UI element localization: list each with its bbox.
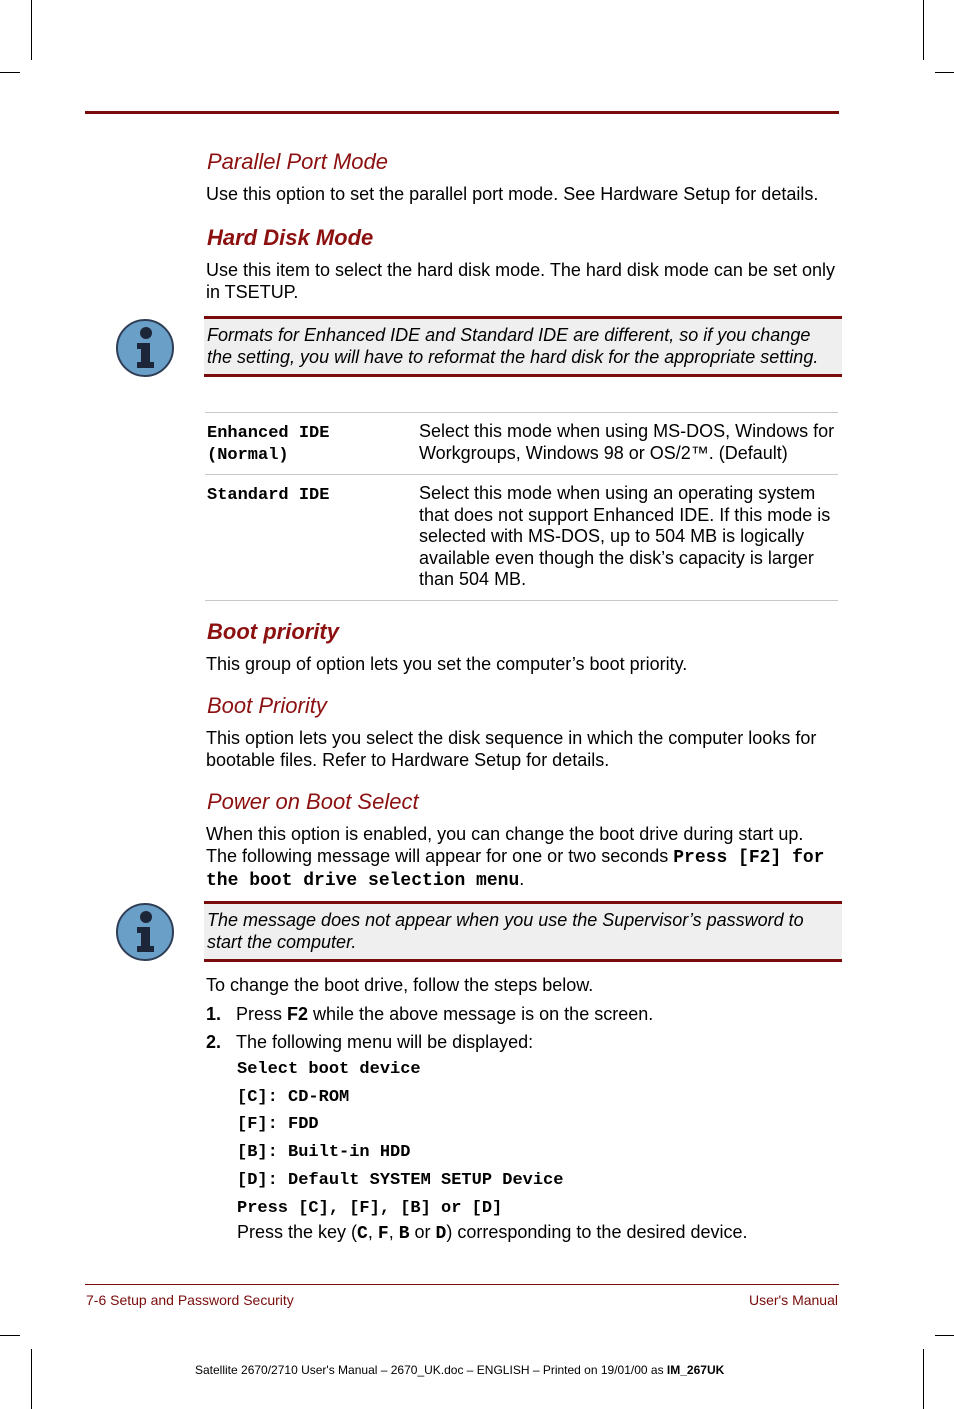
table-row <box>205 413 838 475</box>
heading-boot-priority: Boot Priority <box>207 693 327 718</box>
footer-right: User's Manual <box>748 1292 838 1308</box>
paragraph-boot-priority: This option lets you select the disk sequence in which the computer looks for bootable files. Refer to Hardware Setup for details. <box>206 728 817 770</box>
table-row <box>205 475 838 601</box>
boot-message-code: Press [F2] for the boot drive selection menu <box>206 847 825 891</box>
crop-mark <box>31 0 32 60</box>
print-info: Satellite 2670/2710 User's Manual – 2670_UK.doc – ENGLISH – Printed on 19/01/00 as IM_267UK <box>195 1363 725 1377</box>
heading-parallel-port-mode: Parallel Port Mode <box>207 149 388 174</box>
crop-mark <box>0 72 20 73</box>
table-key: Standard IDE <box>205 475 417 601</box>
print-code: IM_267UK <box>666 1363 725 1377</box>
info-icon <box>115 318 175 378</box>
menu-line: [F]: FDD <box>237 1115 319 1135</box>
note-box-supervisor-password <box>204 901 842 962</box>
crop-mark <box>923 0 924 60</box>
footer-left: 7-6 Setup and Password Security <box>86 1292 294 1308</box>
note-box-ide-formats <box>204 316 842 377</box>
footer-rule <box>85 1284 839 1285</box>
paragraph-change-boot-drive: To change the boot drive, follow the steps below. <box>206 975 594 995</box>
boot-device-menu <box>237 1056 563 1222</box>
table-value: Select this mode when using an operating system that does not support Enhanced IDE. If this mode is selected with MS-DOS, up to 504 MB is logically available even though the disk’s capacity is larger than 504 MB. <box>417 475 838 601</box>
paragraph-hard-disk: Use this item to select the hard disk mode. The hard disk mode can be set only in TSETUP. <box>206 260 835 302</box>
menu-line: Press [C], [F], [B] or [D] <box>237 1198 503 1218</box>
table-key: Enhanced IDE (Normal) <box>205 413 417 475</box>
heading-boot-priority-group: Boot priority <box>207 619 339 644</box>
steps-list <box>206 1000 838 1056</box>
hard-disk-mode-table <box>205 412 838 601</box>
list-item: 1. Press F2 while the above message is on the screen. <box>206 1004 654 1024</box>
table-value: Select this mode when using MS-DOS, Windows for Workgroups, Windows 98 or OS/2™. (Default) <box>417 413 838 475</box>
list-item: 2. The following menu will be displayed: <box>206 1032 534 1052</box>
key-f2: F2 <box>287 1004 309 1024</box>
crop-mark <box>935 72 954 73</box>
crop-mark <box>935 1335 954 1336</box>
paragraph-boot-group: This group of option lets you set the computer’s boot priority. <box>206 654 688 674</box>
crop-mark <box>923 1349 924 1409</box>
menu-line: [D]: Default SYSTEM SETUP Device <box>237 1170 564 1190</box>
info-icon <box>115 902 175 962</box>
header-rule <box>85 111 839 114</box>
paragraph-parallel-port: Use this option to set the parallel port mode. See Hardware Setup for details. <box>206 184 819 204</box>
heading-hard-disk-mode: Hard Disk Mode <box>207 225 374 250</box>
note-text: Formats for Enhanced IDE and Standard IDE are different, so if you change the setting, you will have to reformat the hard disk for the appropriate setting. <box>207 325 819 367</box>
crop-mark <box>31 1349 32 1409</box>
menu-line: [C]: CD-ROM <box>237 1087 350 1107</box>
paragraph-press-key: Press the key (C, F, B or D) corresponding to the desired device. <box>237 1222 748 1244</box>
note-text: The message does not appear when you use the Supervisor’s password to start the computer. <box>207 910 804 952</box>
crop-mark <box>0 1335 20 1336</box>
paragraph-power-on-boot: When this option is enabled, you can change the boot drive during start up. The following message will appear for one or two seconds Press [F2] for the boot drive selection menu. <box>206 824 825 891</box>
heading-power-on-boot-select: Power on Boot Select <box>207 789 419 814</box>
menu-line: [B]: Built-in HDD <box>237 1143 411 1163</box>
menu-line: Select boot device <box>237 1060 421 1079</box>
